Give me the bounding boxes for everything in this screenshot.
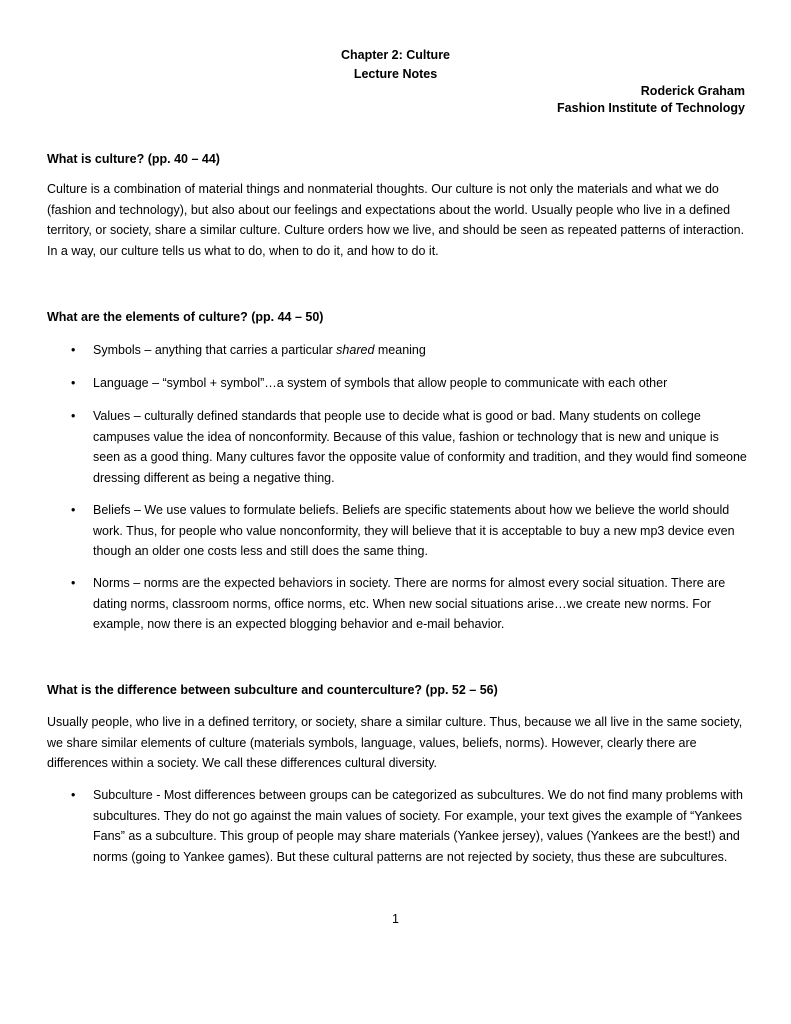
document-title: Chapter 2: Culture (340, 48, 451, 62)
list-item-text: Beliefs – We use values to formulate beliefs. Beliefs are specific statements about how we believe the world should work. Thus, for people who value nonconformity, they will believe that it is acceptable to buy a new mp3 device even though an older one costs less and still does the same thing. (93, 503, 735, 559)
bullet-icon: • (71, 376, 76, 390)
author-institution: Fashion Institute of Technology (557, 101, 745, 115)
list-item-subculture (71, 785, 747, 868)
section-paragraph-culture: Culture is a combination of material things and nonmaterial thoughts. Our culture is not only the materials and what we do (fashion and technology), but also about our feelings and expectations about the world. Usually people who live in a defined territory, or society, share a similar culture. Culture orders how we live, and should be seen as repeated patterns of interaction. In a way, our culture tells us what to do, when to do it, and how to do it. (47, 182, 745, 259)
list-item-text: Norms – norms are the expected behaviors in society. There are norms for almost every social situation. There are dating norms, classroom norms, office norms, etc. When new social situations arise…we create new norms. For example, now there is an expected blogging behavior and e-mail behavior. (93, 576, 726, 632)
bullet-icon: • (71, 409, 76, 423)
list-item-symbols (71, 340, 747, 361)
bullet-icon: • (71, 576, 76, 590)
document-subtitle: Lecture Notes (353, 67, 438, 81)
list-item-language (71, 373, 747, 394)
list-item-values (71, 406, 747, 489)
emphasis-text: shared (336, 343, 375, 357)
list-item-beliefs (71, 500, 747, 562)
bullet-icon: • (71, 343, 76, 357)
section-heading-subculture: What is the difference between subculture and counterculture? (pp. 52 – 56) (47, 683, 498, 697)
section-heading-elements: What are the elements of culture? (pp. 44 – 50) (47, 310, 324, 324)
author-name: Roderick Graham (640, 84, 745, 98)
section-heading-culture: What is culture? (pp. 40 – 44) (47, 152, 220, 166)
list-item-text: Values – culturally defined standards that people use to decide what is good or bad. Many students on college campuses value the idea of nonconformity. Because of this value, fashion or technology that is new and unique is seen as a good thing. Many cultures favor the opposite value of conformity and tradition, and they would find someone dressing different as being a negative thing. (93, 409, 747, 486)
list-item-text: Symbols – anything that carries a particular shared meaning (93, 343, 426, 357)
page-number: 1 (392, 912, 399, 926)
bullet-icon: • (71, 503, 76, 517)
list-item-text: Subculture - Most differences between groups can be categorized as subcultures. We do not find many problems with subcultures. They do not go against the main values of society. For example, your text gives the example of “Yankees Fans” as a subculture. This group of people may share materials (Yankee jersey), values (Yankees are the best!) and norms (going to Yankee games). But these cultural patterns are not rejected by society, thus these are subcultures. (93, 788, 743, 865)
section-paragraph-subculture: Usually people, who live in a defined territory, or society, share a similar culture. Thus, because we all live in the same society, we share similar elements of culture (materials symbols, language, values, beliefs, norms). However, clearly there are differences within a society. We call these differences cultural diversity. (47, 715, 743, 771)
list-item-norms (71, 573, 747, 635)
bullet-icon: • (71, 788, 76, 802)
list-item-text: Language – “symbol + symbol”…a system of symbols that allow people to communicate with each other (93, 376, 668, 390)
